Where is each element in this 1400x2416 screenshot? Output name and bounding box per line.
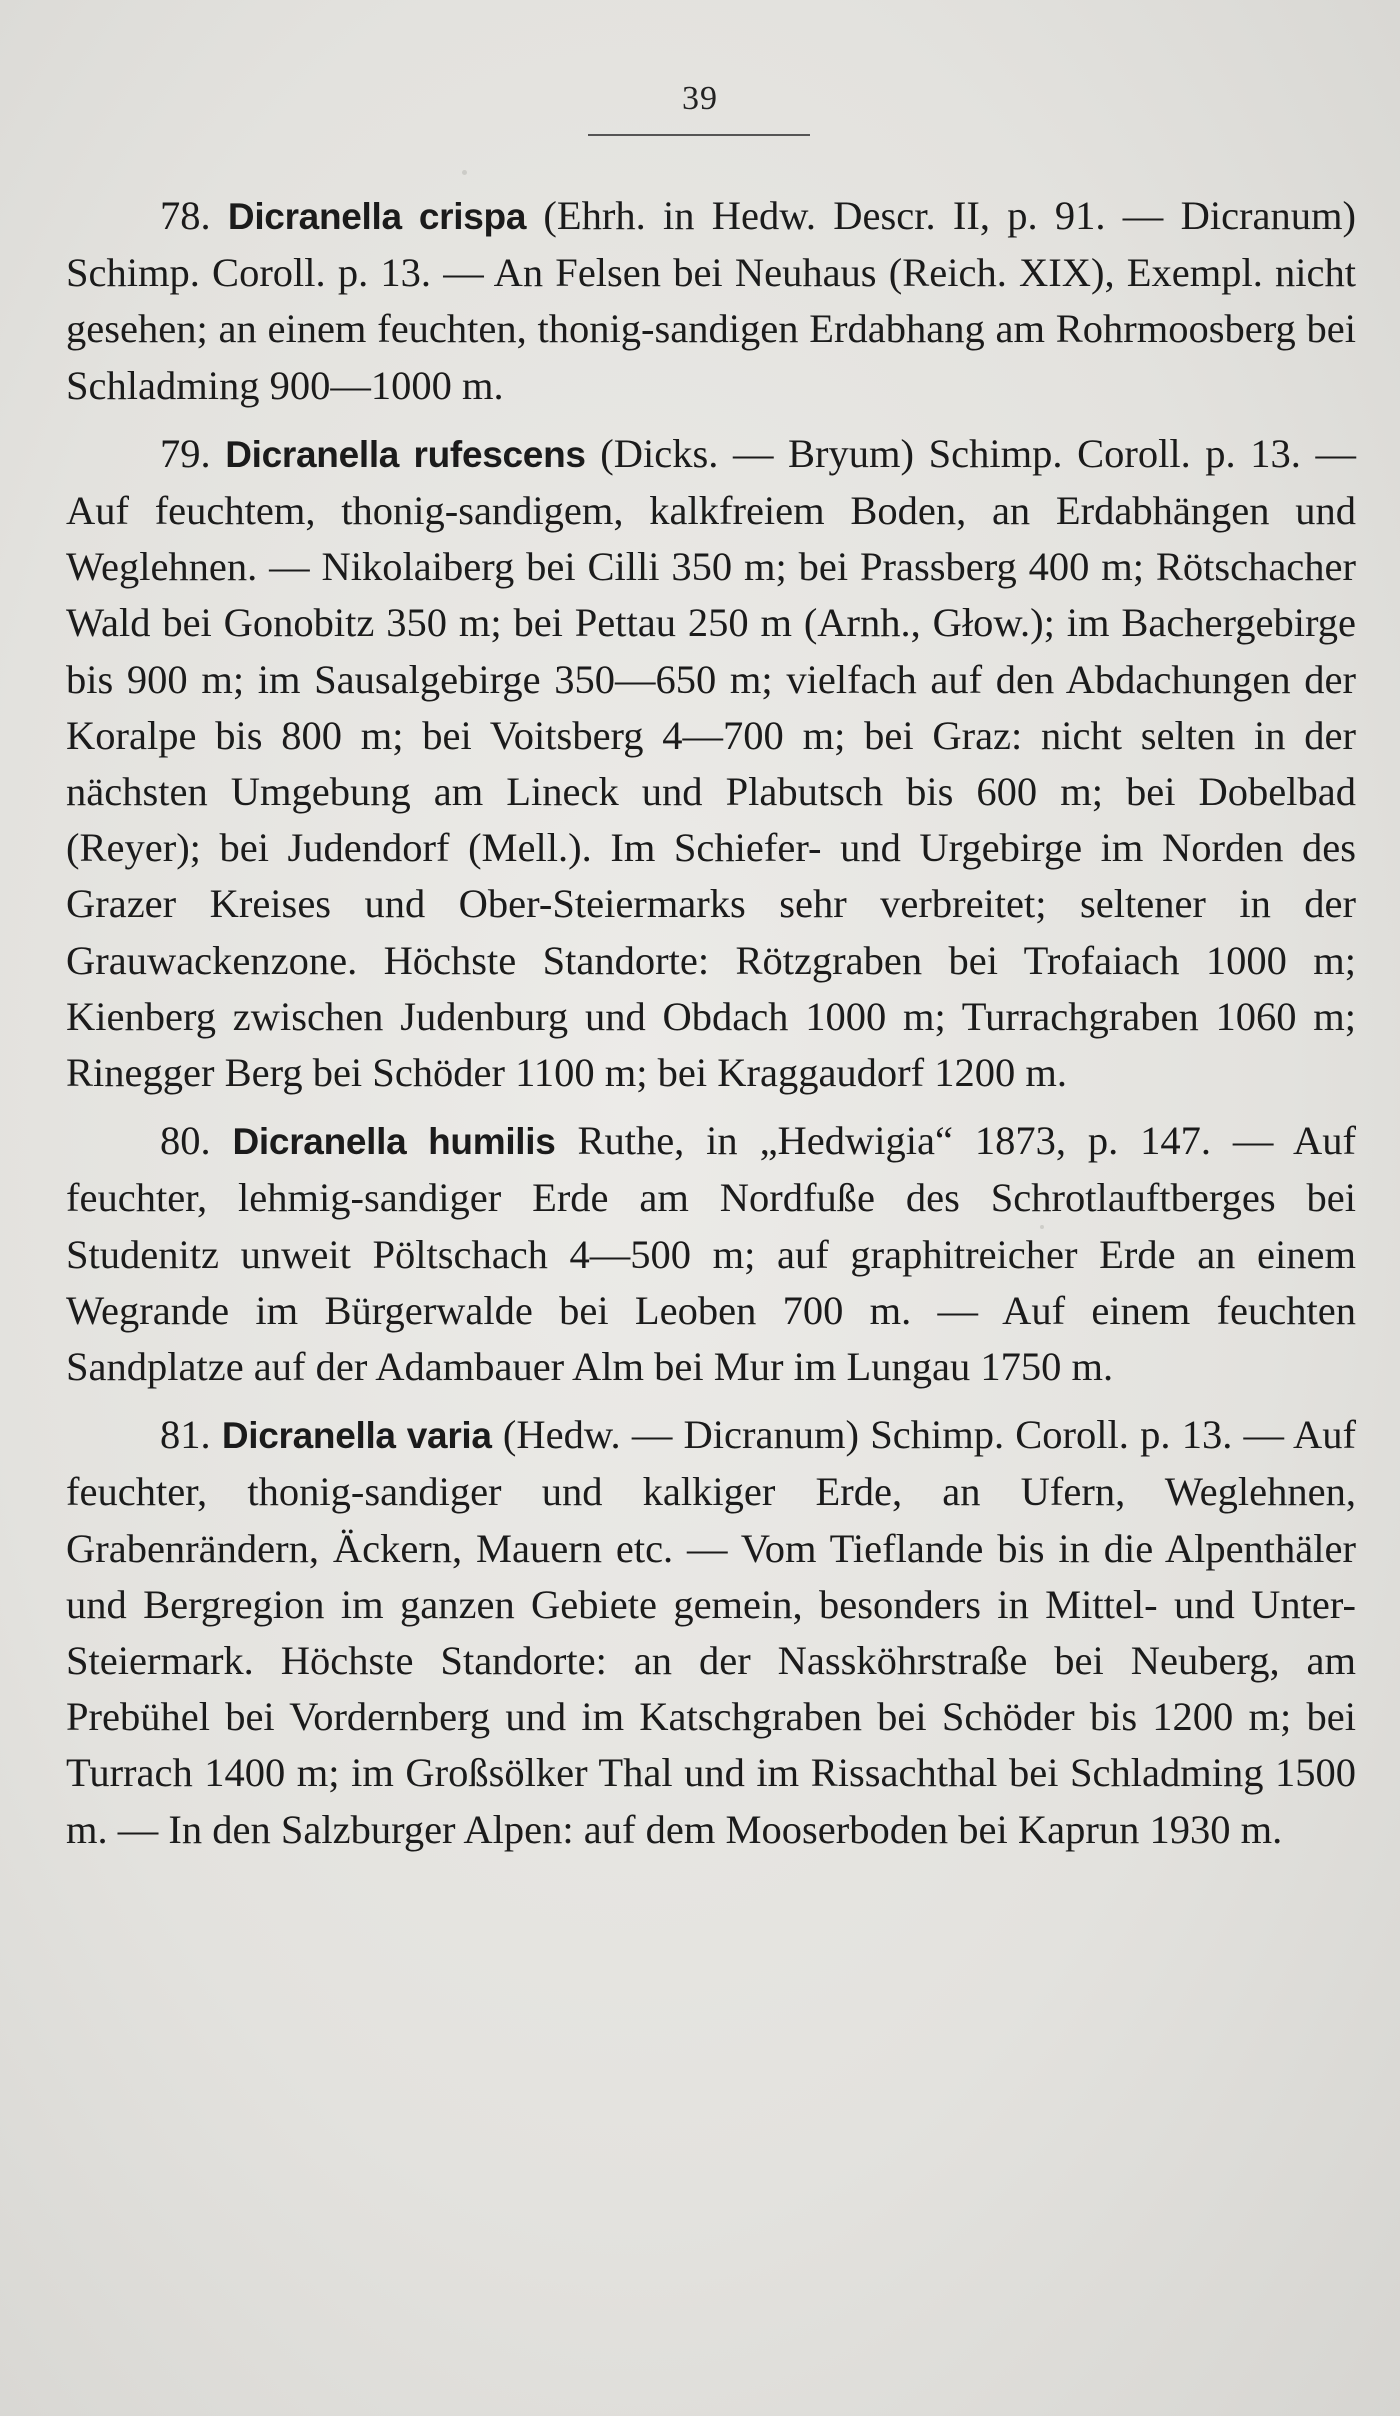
entry-number: 78.: [160, 193, 211, 238]
entry-number: 79.: [160, 430, 211, 476]
entry-text: (Ehrh. in Hedw. Descr. II, p. 91. — Dicranum) Schimp. Coroll. p. 13. — An Felsen bei Neuhaus (Reich. XIX), Exempl. nicht gesehen; an einem feuchten, thonig-sandigen Erdabhang am Rohrmoosberg bei Schladming 900—1000 m.: [66, 193, 1357, 408]
entry-text: Ruthe, in „Hedwigia“ 1873, p. 147. — Auf feuchter, lehmig-sandiger Erde am Nordfuße des Schrotlauftberges bei Studenitz unweit Pöltschach 4—500 m; auf graphitreicher Erde an einem Wegrande im Bürgerwalde bei Leoben 700 m. — Auf einem feuchten Sandplatze auf der Adambauer Alm bei Mur im Lungau 1750 m.: [66, 1118, 1357, 1390]
header-rule: [588, 134, 810, 136]
text-column: [66, 188, 1356, 1870]
species-name: Dicranella crispa: [227, 196, 527, 237]
entry-text: (Dicks. — Bryum) Schimp. Coroll. p. 13. — Auf feuchtem, thonig-sandigem, kalkfreiem Boden, an Erdabhängen und Weglehnen. — Nikolaiberg bei Cilli 350 m; bei Prassberg 400 m; Rötschacher Wald bei Gonobitz 350 m; bei Pettau 250 m (Arnh., Głow.); im Bachergebirge bis 900 m; im Sausalgebirge 350—650 m; vielfach auf den Abdachungen der Koralpe bis 800 m; bei Voitsberg 4—700 m; bei Graz: nicht selten in der nächsten Umgebung am Lineck und Plabutsch bis 600 m; bei Dobelbad (Reyer); bei Judendorf (Mell.). Im Schiefer- und Urgebirge im Norden des Grazer Kreises und Ober-Steiermarks sehr verbreitet; seltener in der Grauwackenzone. Höchste Standorte: Rötzgraben bei Trofaiach 1000 m; Kienberg zwischen Judenburg und Obdach 1000 m; Turrachgraben 1060 m; Rinegger Berg bei Schöder 1100 m; bei Kraggaudorf 1200 m.: [66, 430, 1356, 1096]
page-number: 39: [682, 80, 718, 117]
scan-speck: [462, 170, 467, 175]
species-name: Dicranella rufescens: [225, 433, 586, 475]
entry-number: 80.: [160, 1118, 211, 1164]
species-name: Dicranella varia: [221, 1415, 492, 1457]
species-entry-78: [66, 188, 1356, 414]
species-entry-79: [66, 426, 1356, 1101]
species-entry-81: [66, 1407, 1356, 1858]
species-name: Dicranella humilis: [232, 1121, 556, 1163]
species-entry-80: [66, 1113, 1356, 1395]
entry-text: (Hedw. — Dicranum) Schimp. Coroll. p. 13. — Auf feuchter, thonig-sandiger und kalkiger Erde, an Ufern, Weglehnen, Grabenrändern, Äckern, Mauern etc. — Vom Tieflande bis in die Alpenthäler und Bergregion im ganzen Gebiete gemein, besonders in Mittel- und Unter-Steiermark. Höchste Standorte: an der Nassköhrstraße bei Neuberg, am Prebühel bei Vordernberg und im Katschgraben bei Schöder bis 1200 m; bei Turrach 1400 m; im Großsölker Thal und im Rissachthal bei Schladming 1500 m. — In den Salzburger Alpen: auf dem Mooserboden bei Kaprun 1930 m.: [66, 1412, 1357, 1852]
scan-speck: [1040, 1225, 1044, 1229]
entry-number: 81.: [160, 1412, 211, 1458]
